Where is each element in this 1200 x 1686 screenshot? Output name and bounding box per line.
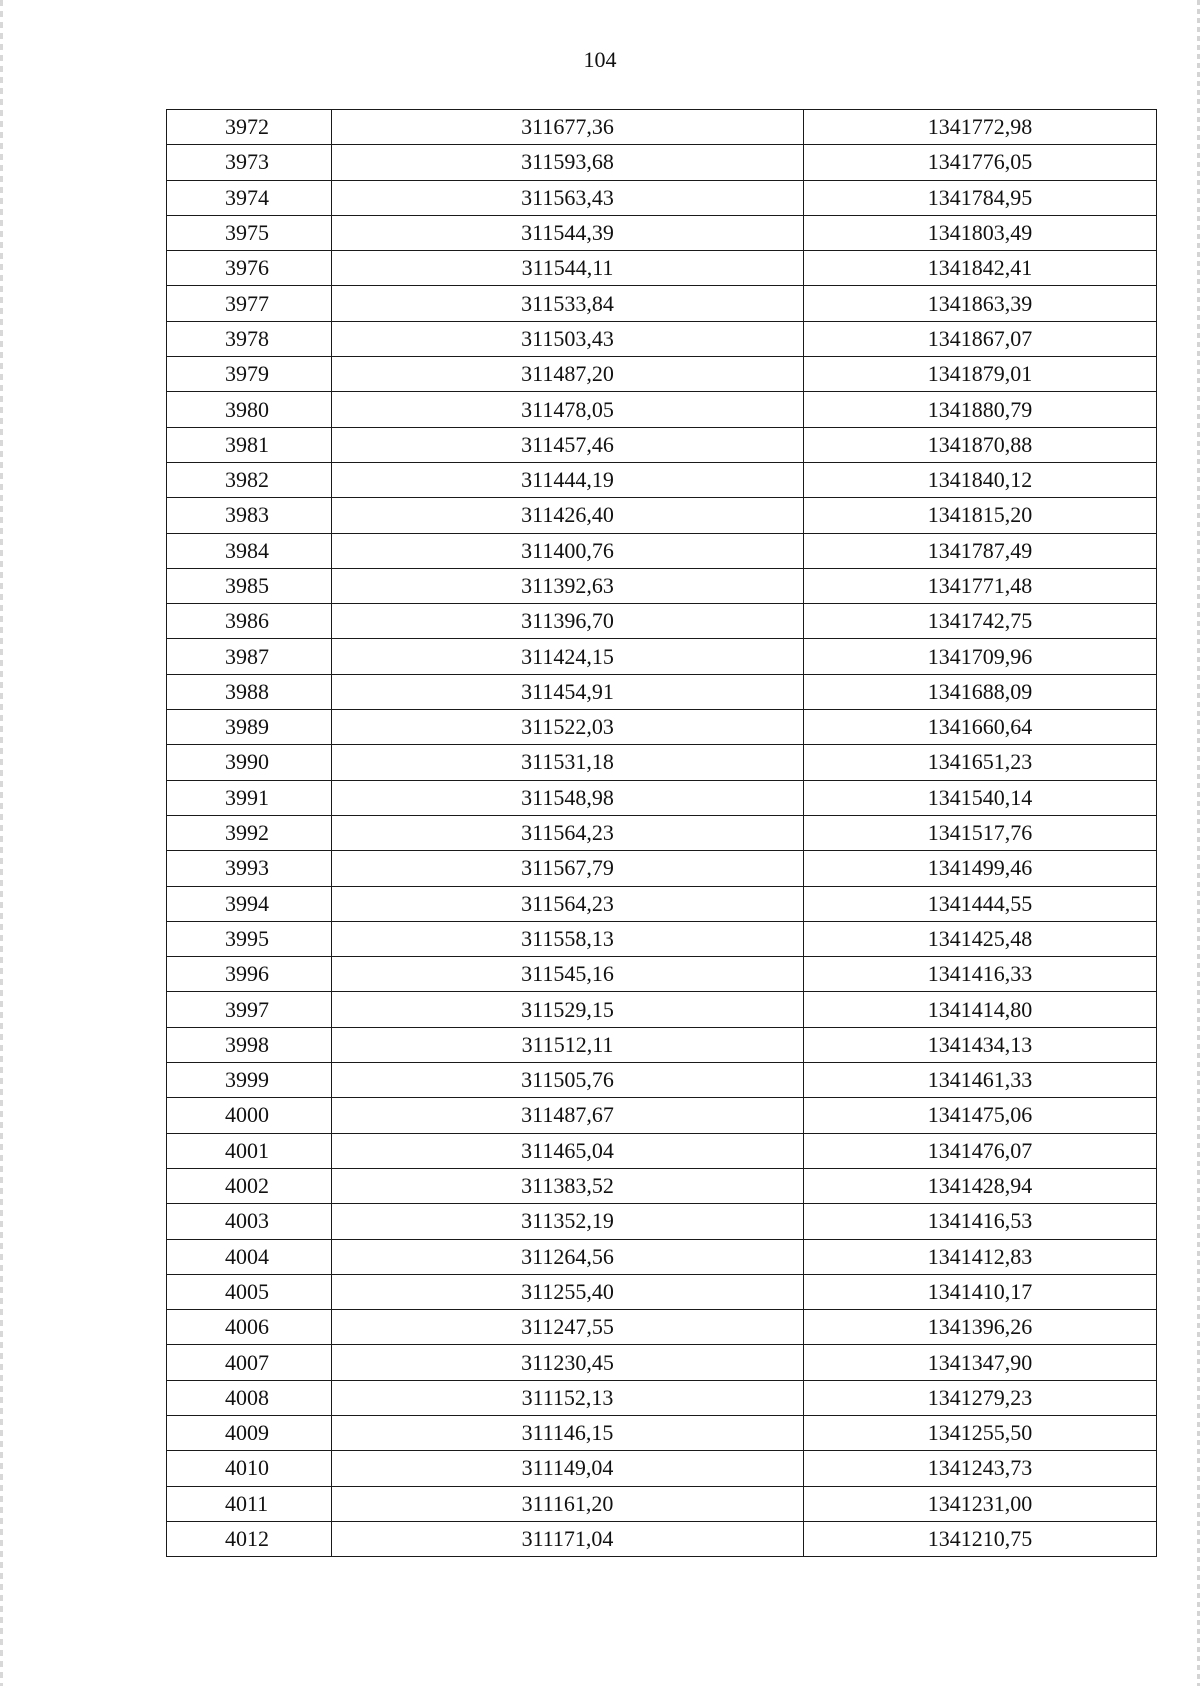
table-row bbox=[167, 851, 1157, 886]
y-coordinate-cell: 1341540,14 bbox=[804, 780, 1157, 815]
table-row bbox=[167, 533, 1157, 568]
x-coordinate-cell: 311247,55 bbox=[332, 1310, 804, 1345]
x-coordinate-cell: 311505,76 bbox=[332, 1063, 804, 1098]
x-coordinate-cell: 311522,03 bbox=[332, 710, 804, 745]
y-coordinate-cell: 1341425,48 bbox=[804, 921, 1157, 956]
y-coordinate-cell: 1341414,80 bbox=[804, 992, 1157, 1027]
point-number-cell: 3996 bbox=[167, 957, 332, 992]
y-coordinate-cell: 1341787,49 bbox=[804, 533, 1157, 568]
table-row bbox=[167, 145, 1157, 180]
y-coordinate-cell: 1341803,49 bbox=[804, 215, 1157, 250]
y-coordinate-cell: 1341475,06 bbox=[804, 1098, 1157, 1133]
table-row bbox=[167, 604, 1157, 639]
y-coordinate-cell: 1341434,13 bbox=[804, 1027, 1157, 1062]
table-row bbox=[167, 357, 1157, 392]
table-row bbox=[167, 462, 1157, 497]
y-coordinate-cell: 1341771,48 bbox=[804, 568, 1157, 603]
x-coordinate-cell: 311563,43 bbox=[332, 180, 804, 215]
y-coordinate-cell: 1341255,50 bbox=[804, 1415, 1157, 1450]
point-number-cell: 3972 bbox=[167, 110, 332, 145]
point-number-cell: 3990 bbox=[167, 745, 332, 780]
point-number-cell: 3981 bbox=[167, 427, 332, 462]
x-coordinate-cell: 311392,63 bbox=[332, 568, 804, 603]
x-coordinate-cell: 311533,84 bbox=[332, 286, 804, 321]
point-number-cell: 4003 bbox=[167, 1204, 332, 1239]
point-number-cell: 3984 bbox=[167, 533, 332, 568]
x-coordinate-cell: 311531,18 bbox=[332, 745, 804, 780]
x-coordinate-cell: 311149,04 bbox=[332, 1451, 804, 1486]
point-number-cell: 4007 bbox=[167, 1345, 332, 1380]
table-row bbox=[167, 427, 1157, 462]
table-row bbox=[167, 215, 1157, 250]
point-number-cell: 3979 bbox=[167, 357, 332, 392]
table-row bbox=[167, 251, 1157, 286]
x-coordinate-cell: 311567,79 bbox=[332, 851, 804, 886]
table-row bbox=[167, 180, 1157, 215]
table-row bbox=[167, 815, 1157, 850]
point-number-cell: 3986 bbox=[167, 604, 332, 639]
point-number-cell: 4000 bbox=[167, 1098, 332, 1133]
table-row bbox=[167, 1486, 1157, 1521]
x-coordinate-cell: 311383,52 bbox=[332, 1168, 804, 1203]
x-coordinate-cell: 311503,43 bbox=[332, 321, 804, 356]
y-coordinate-cell: 1341243,73 bbox=[804, 1451, 1157, 1486]
point-number-cell: 3975 bbox=[167, 215, 332, 250]
x-coordinate-cell: 311255,40 bbox=[332, 1274, 804, 1309]
x-coordinate-cell: 311478,05 bbox=[332, 392, 804, 427]
page-number: 104 bbox=[583, 47, 617, 72]
table-row bbox=[167, 780, 1157, 815]
x-coordinate-cell: 311465,04 bbox=[332, 1133, 804, 1168]
point-number-cell: 3997 bbox=[167, 992, 332, 1027]
table-row bbox=[167, 710, 1157, 745]
x-coordinate-cell: 311444,19 bbox=[332, 462, 804, 497]
y-coordinate-cell: 1341815,20 bbox=[804, 498, 1157, 533]
point-number-cell: 3987 bbox=[167, 639, 332, 674]
y-coordinate-cell: 1341742,75 bbox=[804, 604, 1157, 639]
point-number-cell: 3976 bbox=[167, 251, 332, 286]
table-row bbox=[167, 674, 1157, 709]
scan-edge-left bbox=[0, 0, 3, 1686]
y-coordinate-cell: 1341444,55 bbox=[804, 886, 1157, 921]
table-row bbox=[167, 286, 1157, 321]
point-number-cell: 4009 bbox=[167, 1415, 332, 1450]
point-number-cell: 4008 bbox=[167, 1380, 332, 1415]
y-coordinate-cell: 1341210,75 bbox=[804, 1521, 1157, 1556]
x-coordinate-cell: 311171,04 bbox=[332, 1521, 804, 1556]
table-row bbox=[167, 992, 1157, 1027]
x-coordinate-cell: 311487,67 bbox=[332, 1098, 804, 1133]
x-coordinate-cell: 311545,16 bbox=[332, 957, 804, 992]
y-coordinate-cell: 1341476,07 bbox=[804, 1133, 1157, 1168]
table-row bbox=[167, 921, 1157, 956]
x-coordinate-cell: 311396,70 bbox=[332, 604, 804, 639]
x-coordinate-cell: 311424,15 bbox=[332, 639, 804, 674]
table-row bbox=[167, 1310, 1157, 1345]
y-coordinate-cell: 1341416,33 bbox=[804, 957, 1157, 992]
x-coordinate-cell: 311544,11 bbox=[332, 251, 804, 286]
point-number-cell: 3993 bbox=[167, 851, 332, 886]
table-row bbox=[167, 110, 1157, 145]
y-coordinate-cell: 1341279,23 bbox=[804, 1380, 1157, 1415]
point-number-cell: 3978 bbox=[167, 321, 332, 356]
y-coordinate-cell: 1341776,05 bbox=[804, 145, 1157, 180]
x-coordinate-cell: 311161,20 bbox=[332, 1486, 804, 1521]
table-row bbox=[167, 392, 1157, 427]
x-coordinate-cell: 311544,39 bbox=[332, 215, 804, 250]
x-coordinate-cell: 311146,15 bbox=[332, 1415, 804, 1450]
y-coordinate-cell: 1341410,17 bbox=[804, 1274, 1157, 1309]
x-coordinate-cell: 311426,40 bbox=[332, 498, 804, 533]
x-coordinate-cell: 311548,98 bbox=[332, 780, 804, 815]
coordinates-table bbox=[166, 109, 1157, 1557]
point-number-cell: 3992 bbox=[167, 815, 332, 850]
point-number-cell: 4006 bbox=[167, 1310, 332, 1345]
x-coordinate-cell: 311564,23 bbox=[332, 815, 804, 850]
point-number-cell: 3983 bbox=[167, 498, 332, 533]
x-coordinate-cell: 311457,46 bbox=[332, 427, 804, 462]
x-coordinate-cell: 311677,36 bbox=[332, 110, 804, 145]
y-coordinate-cell: 1341499,46 bbox=[804, 851, 1157, 886]
point-number-cell: 4012 bbox=[167, 1521, 332, 1556]
point-number-cell: 3980 bbox=[167, 392, 332, 427]
y-coordinate-cell: 1341517,76 bbox=[804, 815, 1157, 850]
table-row bbox=[167, 1274, 1157, 1309]
x-coordinate-cell: 311593,68 bbox=[332, 145, 804, 180]
point-number-cell: 3985 bbox=[167, 568, 332, 603]
y-coordinate-cell: 1341842,41 bbox=[804, 251, 1157, 286]
x-coordinate-cell: 311529,15 bbox=[332, 992, 804, 1027]
table-row bbox=[167, 639, 1157, 674]
y-coordinate-cell: 1341412,83 bbox=[804, 1239, 1157, 1274]
x-coordinate-cell: 311230,45 bbox=[332, 1345, 804, 1380]
y-coordinate-cell: 1341784,95 bbox=[804, 180, 1157, 215]
point-number-cell: 4011 bbox=[167, 1486, 332, 1521]
y-coordinate-cell: 1341772,98 bbox=[804, 110, 1157, 145]
y-coordinate-cell: 1341863,39 bbox=[804, 286, 1157, 321]
point-number-cell: 3994 bbox=[167, 886, 332, 921]
y-coordinate-cell: 1341867,07 bbox=[804, 321, 1157, 356]
table-row bbox=[167, 1415, 1157, 1450]
y-coordinate-cell: 1341660,64 bbox=[804, 710, 1157, 745]
x-coordinate-cell: 311558,13 bbox=[332, 921, 804, 956]
y-coordinate-cell: 1341396,26 bbox=[804, 1310, 1157, 1345]
point-number-cell: 3989 bbox=[167, 710, 332, 745]
y-coordinate-cell: 1341416,53 bbox=[804, 1204, 1157, 1239]
x-coordinate-cell: 311564,23 bbox=[332, 886, 804, 921]
coordinates-table-body bbox=[167, 110, 1157, 1557]
x-coordinate-cell: 311152,13 bbox=[332, 1380, 804, 1415]
x-coordinate-cell: 311512,11 bbox=[332, 1027, 804, 1062]
table-row bbox=[167, 1521, 1157, 1556]
table-row bbox=[167, 1168, 1157, 1203]
table-row bbox=[167, 957, 1157, 992]
table-row bbox=[167, 568, 1157, 603]
point-number-cell: 3973 bbox=[167, 145, 332, 180]
table-row bbox=[167, 1380, 1157, 1415]
table-row bbox=[167, 1063, 1157, 1098]
point-number-cell: 4005 bbox=[167, 1274, 332, 1309]
table-row bbox=[167, 1204, 1157, 1239]
point-number-cell: 3999 bbox=[167, 1063, 332, 1098]
x-coordinate-cell: 311454,91 bbox=[332, 674, 804, 709]
table-row bbox=[167, 1345, 1157, 1380]
point-number-cell: 3991 bbox=[167, 780, 332, 815]
x-coordinate-cell: 311487,20 bbox=[332, 357, 804, 392]
point-number-cell: 4001 bbox=[167, 1133, 332, 1168]
y-coordinate-cell: 1341840,12 bbox=[804, 462, 1157, 497]
y-coordinate-cell: 1341870,88 bbox=[804, 427, 1157, 462]
y-coordinate-cell: 1341880,79 bbox=[804, 392, 1157, 427]
point-number-cell: 3977 bbox=[167, 286, 332, 321]
point-number-cell: 3998 bbox=[167, 1027, 332, 1062]
table-row bbox=[167, 745, 1157, 780]
point-number-cell: 3988 bbox=[167, 674, 332, 709]
table-row bbox=[167, 1133, 1157, 1168]
y-coordinate-cell: 1341428,94 bbox=[804, 1168, 1157, 1203]
x-coordinate-cell: 311264,56 bbox=[332, 1239, 804, 1274]
x-coordinate-cell: 311400,76 bbox=[332, 533, 804, 568]
point-number-cell: 3974 bbox=[167, 180, 332, 215]
y-coordinate-cell: 1341461,33 bbox=[804, 1063, 1157, 1098]
table-row bbox=[167, 1098, 1157, 1133]
y-coordinate-cell: 1341347,90 bbox=[804, 1345, 1157, 1380]
table-row bbox=[167, 1451, 1157, 1486]
table-row bbox=[167, 886, 1157, 921]
table-row bbox=[167, 498, 1157, 533]
point-number-cell: 3982 bbox=[167, 462, 332, 497]
table-row bbox=[167, 321, 1157, 356]
point-number-cell: 4004 bbox=[167, 1239, 332, 1274]
y-coordinate-cell: 1341688,09 bbox=[804, 674, 1157, 709]
y-coordinate-cell: 1341879,01 bbox=[804, 357, 1157, 392]
x-coordinate-cell: 311352,19 bbox=[332, 1204, 804, 1239]
point-number-cell: 3995 bbox=[167, 921, 332, 956]
y-coordinate-cell: 1341231,00 bbox=[804, 1486, 1157, 1521]
point-number-cell: 4002 bbox=[167, 1168, 332, 1203]
point-number-cell: 4010 bbox=[167, 1451, 332, 1486]
y-coordinate-cell: 1341709,96 bbox=[804, 639, 1157, 674]
y-coordinate-cell: 1341651,23 bbox=[804, 745, 1157, 780]
table-row bbox=[167, 1239, 1157, 1274]
table-row bbox=[167, 1027, 1157, 1062]
